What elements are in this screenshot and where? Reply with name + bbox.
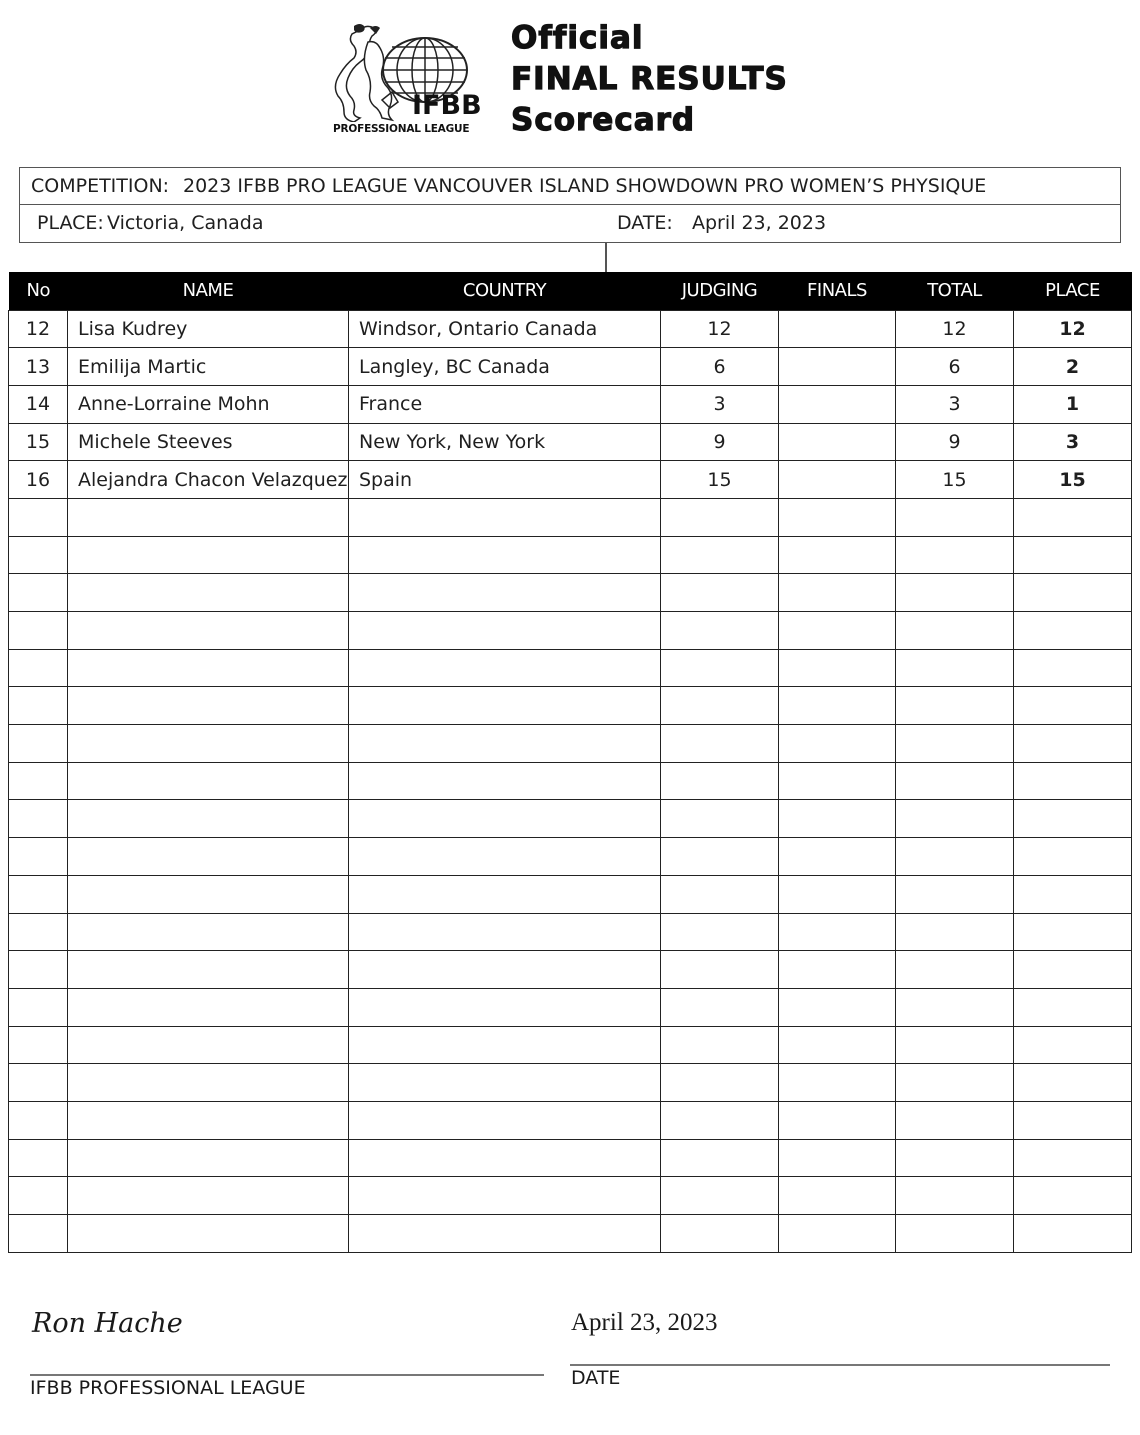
cell-empty [896,762,1014,800]
cell-empty [896,838,1014,876]
signature-date-value: April 23, 2023 [571,1309,718,1336]
table-row [9,423,1132,461]
cell-country: France [349,385,661,423]
cell-empty [779,838,896,876]
col-header-no: No [9,272,68,310]
cell-empty [349,988,661,1026]
cell-judging: 6 [661,348,779,386]
cell-finals [779,461,896,499]
cell-empty [1014,612,1132,650]
cell-empty [349,800,661,838]
cell-empty [896,800,1014,838]
cell-country: Spain [349,461,661,499]
cell-empty [779,1026,896,1064]
date-line [570,1364,1110,1366]
place-label: PLACE: [37,212,104,234]
cell-empty [68,574,349,612]
cell-empty [68,988,349,1026]
cell-name: Michele Steeves [68,423,349,461]
cell-empty [896,951,1014,989]
cell-empty [68,1139,349,1177]
cell-empty [349,574,661,612]
cell-empty [1014,800,1132,838]
cell-place: 3 [1014,423,1132,461]
cell-empty [1014,1215,1132,1253]
cell-total: 12 [896,310,1014,348]
cell-empty [68,762,349,800]
cell-name: Emilija Martic [68,348,349,386]
table-row-blank [9,875,1132,913]
table-row-blank [9,913,1132,951]
cell-empty [68,1101,349,1139]
cell-judging: 12 [661,310,779,348]
cell-empty [661,800,779,838]
cell-empty [68,800,349,838]
cell-empty [779,574,896,612]
cell-empty [896,1026,1014,1064]
cell-empty [1014,1026,1132,1064]
cell-empty [661,1026,779,1064]
cell-empty [1014,574,1132,612]
title-final-results: FINAL RESULTS [511,61,788,97]
cell-empty [68,649,349,687]
cell-empty [9,612,68,650]
cell-empty [9,536,68,574]
cell-total: 15 [896,461,1014,499]
cell-finals [779,310,896,348]
cell-empty [68,725,349,763]
title-official: Official [511,20,644,56]
cell-empty [1014,498,1132,536]
cell-empty [661,875,779,913]
col-header-place: PLACE [1014,272,1132,310]
cell-empty [9,951,68,989]
competition-row [20,168,1120,205]
table-row-blank [9,649,1132,687]
table-row [9,348,1132,386]
cell-empty [896,988,1014,1026]
cell-empty [68,612,349,650]
table-row-blank [9,687,1132,725]
cell-empty [661,687,779,725]
page-title [511,18,788,141]
cell-empty [661,1177,779,1215]
cell-empty [349,1026,661,1064]
cell-empty [661,1215,779,1253]
table-row-blank [9,1101,1132,1139]
cell-empty [349,1064,661,1102]
signature-name: Ron Hache [32,1308,183,1339]
table-row-blank [9,838,1132,876]
cell-empty [9,762,68,800]
cell-empty [896,913,1014,951]
cell-finals [779,348,896,386]
table-row [9,310,1132,348]
cell-empty [9,498,68,536]
cell-empty [349,536,661,574]
cell-empty [779,649,896,687]
cell-empty [9,725,68,763]
cell-empty [68,875,349,913]
cell-empty [9,800,68,838]
cell-empty [9,687,68,725]
cell-empty [68,1177,349,1215]
signature-org-label: IFBB PROFESSIONAL LEAGUE [30,1377,306,1399]
cell-name: Lisa Kudrey [68,310,349,348]
competition-value: 2023 IFBB PRO LEAGUE VANCOUVER ISLAND SHOWDOWN PRO WOMEN’S PHYSIQUE [183,175,987,197]
signature-line [30,1374,544,1376]
col-header-total: TOTAL [896,272,1014,310]
signature-date-label: DATE [571,1367,621,1389]
cell-empty [349,687,661,725]
cell-empty [9,1177,68,1215]
results-table [8,272,1132,1253]
cell-empty [349,913,661,951]
cell-empty [896,875,1014,913]
cell-name: Anne-Lorraine Mohn [68,385,349,423]
table-row-blank [9,1026,1132,1064]
cell-empty [349,762,661,800]
cell-empty [9,1101,68,1139]
cell-empty [661,498,779,536]
cell-place: 2 [1014,348,1132,386]
cell-empty [779,612,896,650]
cell-name: Alejandra Chacon Velazquez [68,461,349,499]
cell-empty [779,762,896,800]
cell-empty [896,612,1014,650]
cell-empty [779,988,896,1026]
cell-empty [68,913,349,951]
cell-empty [779,913,896,951]
col-header-judging: JUDGING [661,272,779,310]
cell-empty [68,536,349,574]
cell-empty [9,1064,68,1102]
cell-empty [896,1215,1014,1253]
cell-empty [9,875,68,913]
cell-empty [779,1064,896,1102]
cell-place: 15 [1014,461,1132,499]
cell-empty [1014,951,1132,989]
cell-empty [349,838,661,876]
cell-empty [896,536,1014,574]
cell-empty [661,612,779,650]
cell-empty [896,725,1014,763]
cell-empty [661,913,779,951]
cell-place: 1 [1014,385,1132,423]
cell-empty [9,1026,68,1064]
cell-empty [68,1215,349,1253]
table-row-blank [9,988,1132,1026]
cell-empty [68,687,349,725]
table-row-blank [9,1064,1132,1102]
cell-no: 12 [9,310,68,348]
cell-country: Windsor, Ontario Canada [349,310,661,348]
cell-empty [349,498,661,536]
cell-empty [9,1139,68,1177]
cell-empty [779,498,896,536]
cell-empty [1014,875,1132,913]
table-row-blank [9,725,1132,763]
cell-empty [896,1139,1014,1177]
cell-empty [9,913,68,951]
cell-empty [661,1064,779,1102]
cell-empty [349,1139,661,1177]
cell-empty [661,951,779,989]
cell-place: 12 [1014,310,1132,348]
cell-empty [779,1101,896,1139]
cell-empty [1014,762,1132,800]
cell-empty [1014,1101,1132,1139]
cell-empty [779,536,896,574]
cell-empty [9,1215,68,1253]
cell-finals [779,423,896,461]
cell-empty [779,1215,896,1253]
col-header-country: COUNTRY [349,272,661,310]
cell-empty [1014,1139,1132,1177]
col-header-name: NAME [68,272,349,310]
col-header-finals: FINALS [779,272,896,310]
cell-judging: 3 [661,385,779,423]
cell-empty [661,988,779,1026]
cell-empty [1014,838,1132,876]
cell-empty [661,762,779,800]
cell-total: 6 [896,348,1014,386]
cell-empty [9,838,68,876]
cell-empty [349,1101,661,1139]
cell-empty [68,1026,349,1064]
cell-empty [896,649,1014,687]
cell-empty [9,574,68,612]
cell-empty [68,951,349,989]
cell-empty [349,725,661,763]
cell-judging: 9 [661,423,779,461]
cell-empty [661,649,779,687]
table-row-blank [9,1139,1132,1177]
cell-empty [896,1101,1014,1139]
cell-empty [779,1139,896,1177]
cell-empty [661,1139,779,1177]
cell-empty [349,649,661,687]
cell-empty [661,838,779,876]
cell-finals [779,385,896,423]
cell-empty [896,1177,1014,1215]
table-row-blank [9,498,1132,536]
cell-empty [9,988,68,1026]
cell-empty [68,838,349,876]
cell-no: 15 [9,423,68,461]
cell-empty [779,875,896,913]
date-value: April 23, 2023 [692,212,827,234]
table-row [9,461,1132,499]
date-label: DATE: [617,212,673,234]
title-scorecard: Scorecard [511,102,696,138]
cell-empty [9,649,68,687]
cell-empty [661,725,779,763]
competition-info-box [19,167,1121,243]
table-row-blank [9,574,1132,612]
cell-empty [1014,1177,1132,1215]
cell-empty [349,875,661,913]
cell-empty [1014,536,1132,574]
cell-empty [896,574,1014,612]
cell-empty [661,1101,779,1139]
table-row-blank [9,951,1132,989]
cell-empty [661,536,779,574]
cell-empty [1014,725,1132,763]
cell-empty [779,687,896,725]
place-value: Victoria, Canada [107,212,264,234]
cell-empty [349,1177,661,1215]
table-row-blank [9,536,1132,574]
cell-no: 16 [9,461,68,499]
cell-country: Langley, BC Canada [349,348,661,386]
place-date-row [20,205,1120,242]
cell-empty [1014,1064,1132,1102]
cell-empty [779,1177,896,1215]
table-row [9,385,1132,423]
cell-empty [1014,687,1132,725]
cell-empty [1014,913,1132,951]
table-header-row [9,272,1132,310]
cell-total: 3 [896,385,1014,423]
cell-empty [349,1215,661,1253]
cell-empty [68,1064,349,1102]
cell-empty [779,725,896,763]
cell-no: 13 [9,348,68,386]
cell-empty [1014,988,1132,1026]
table-row-blank [9,1177,1132,1215]
cell-empty [896,1064,1014,1102]
cell-judging: 15 [661,461,779,499]
table-row-blank [9,762,1132,800]
ifbb-logo [330,22,495,137]
table-row-blank [9,1215,1132,1253]
cell-empty [779,951,896,989]
cell-no: 14 [9,385,68,423]
competition-label: COMPETITION: [31,175,170,197]
cell-country: New York, New York [349,423,661,461]
cell-total: 9 [896,423,1014,461]
cell-empty [661,574,779,612]
cell-empty [896,498,1014,536]
cell-empty [896,687,1014,725]
cell-empty [779,800,896,838]
cell-empty [349,612,661,650]
logo-league-text: PROFESSIONAL LEAGUE [333,123,470,135]
table-row-blank [9,800,1132,838]
cell-empty [1014,649,1132,687]
logo-ifbb-text: IFBB [412,90,482,121]
table-row-blank [9,612,1132,650]
cell-empty [349,951,661,989]
cell-empty [68,498,349,536]
